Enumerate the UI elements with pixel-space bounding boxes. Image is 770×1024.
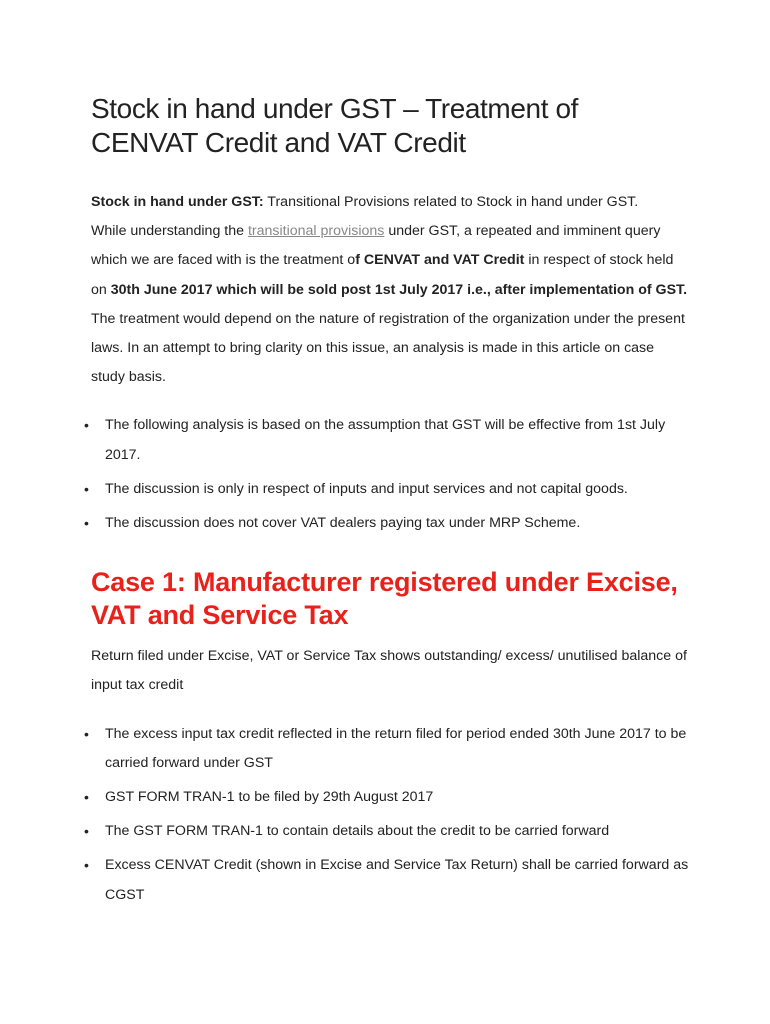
query-text-a: While understanding the <box>91 223 248 240</box>
list-item <box>84 851 691 909</box>
list-item <box>84 783 691 812</box>
list-item-text: The excess input tax credit reflected in the return filed for period ended 30th June 2017 to be carried forward under GST <box>105 725 687 771</box>
intro-lead-bold: Stock in hand under GST: <box>91 194 264 210</box>
list-item <box>84 720 691 778</box>
case-1-points-list <box>84 720 691 910</box>
list-item-text: Excess CENVAT Credit (shown in Excise and Service Tax Return) shall be carried forward as CGST <box>105 857 689 903</box>
list-item-text: The GST FORM TRAN-1 to contain details about the credit to be carried forward <box>105 823 610 840</box>
bullet-icon: • <box>84 857 89 874</box>
query-paragraph <box>91 217 691 305</box>
intro-paragraph <box>91 188 691 217</box>
query-bold-date: 30th June 2017 which will be sold post 1st July 2017 i.e., after implementation of GST. <box>110 281 688 298</box>
list-item-text: The discussion is only in respect of inputs and input services and not capital goods. <box>105 480 628 497</box>
bullet-icon: • <box>84 789 89 806</box>
list-item-text: The following analysis is based on the assumption that GST will be effective from 1st July 2017. <box>105 417 666 463</box>
list-item-text: The discussion does not cover VAT dealers paying tax under MRP Scheme. <box>105 515 581 532</box>
list-item <box>84 411 691 469</box>
bullet-icon: • <box>84 823 89 840</box>
case-1-description: Return filed under Excise, VAT or Service Tax shows outstanding/ excess/ unutilised balance of input tax credit <box>91 648 687 694</box>
bullet-icon: • <box>84 725 89 742</box>
bullet-icon: • <box>84 480 89 497</box>
list-item-text: GST FORM TRAN-1 to be filed by 29th August 2017 <box>105 789 434 806</box>
list-item <box>84 817 691 846</box>
list-item <box>84 509 691 538</box>
intro-lead-text: Transitional Provisions related to Stock in hand under GST. <box>263 194 639 210</box>
assumptions-list <box>84 411 691 538</box>
bullet-icon: • <box>84 417 89 434</box>
article <box>84 92 691 915</box>
bullet-icon: • <box>84 515 89 532</box>
treatment-paragraph: The treatment would depend on the nature of registration of the organization under the present laws. In an attempt to bring clarity on this issue, an analysis is made in this article on case study basis. <box>91 310 685 386</box>
query-bold-cenvat: f CENVAT and VAT Credit <box>355 252 525 269</box>
transitional-provisions-link[interactable]: transitional provisions <box>247 223 385 240</box>
page-title: Stock in hand under GST – Treatment of CENVAT Credit and VAT Credit <box>91 93 579 158</box>
query-text-c: in respect of stock held on <box>91 252 674 298</box>
query-text-b: under GST, a repeated and imminent query which we are faced with is the treatment o <box>91 223 661 269</box>
case-1-heading: Case 1: Manufacturer registered under Excise, VAT and Service Tax <box>91 567 678 631</box>
list-item <box>84 475 691 504</box>
